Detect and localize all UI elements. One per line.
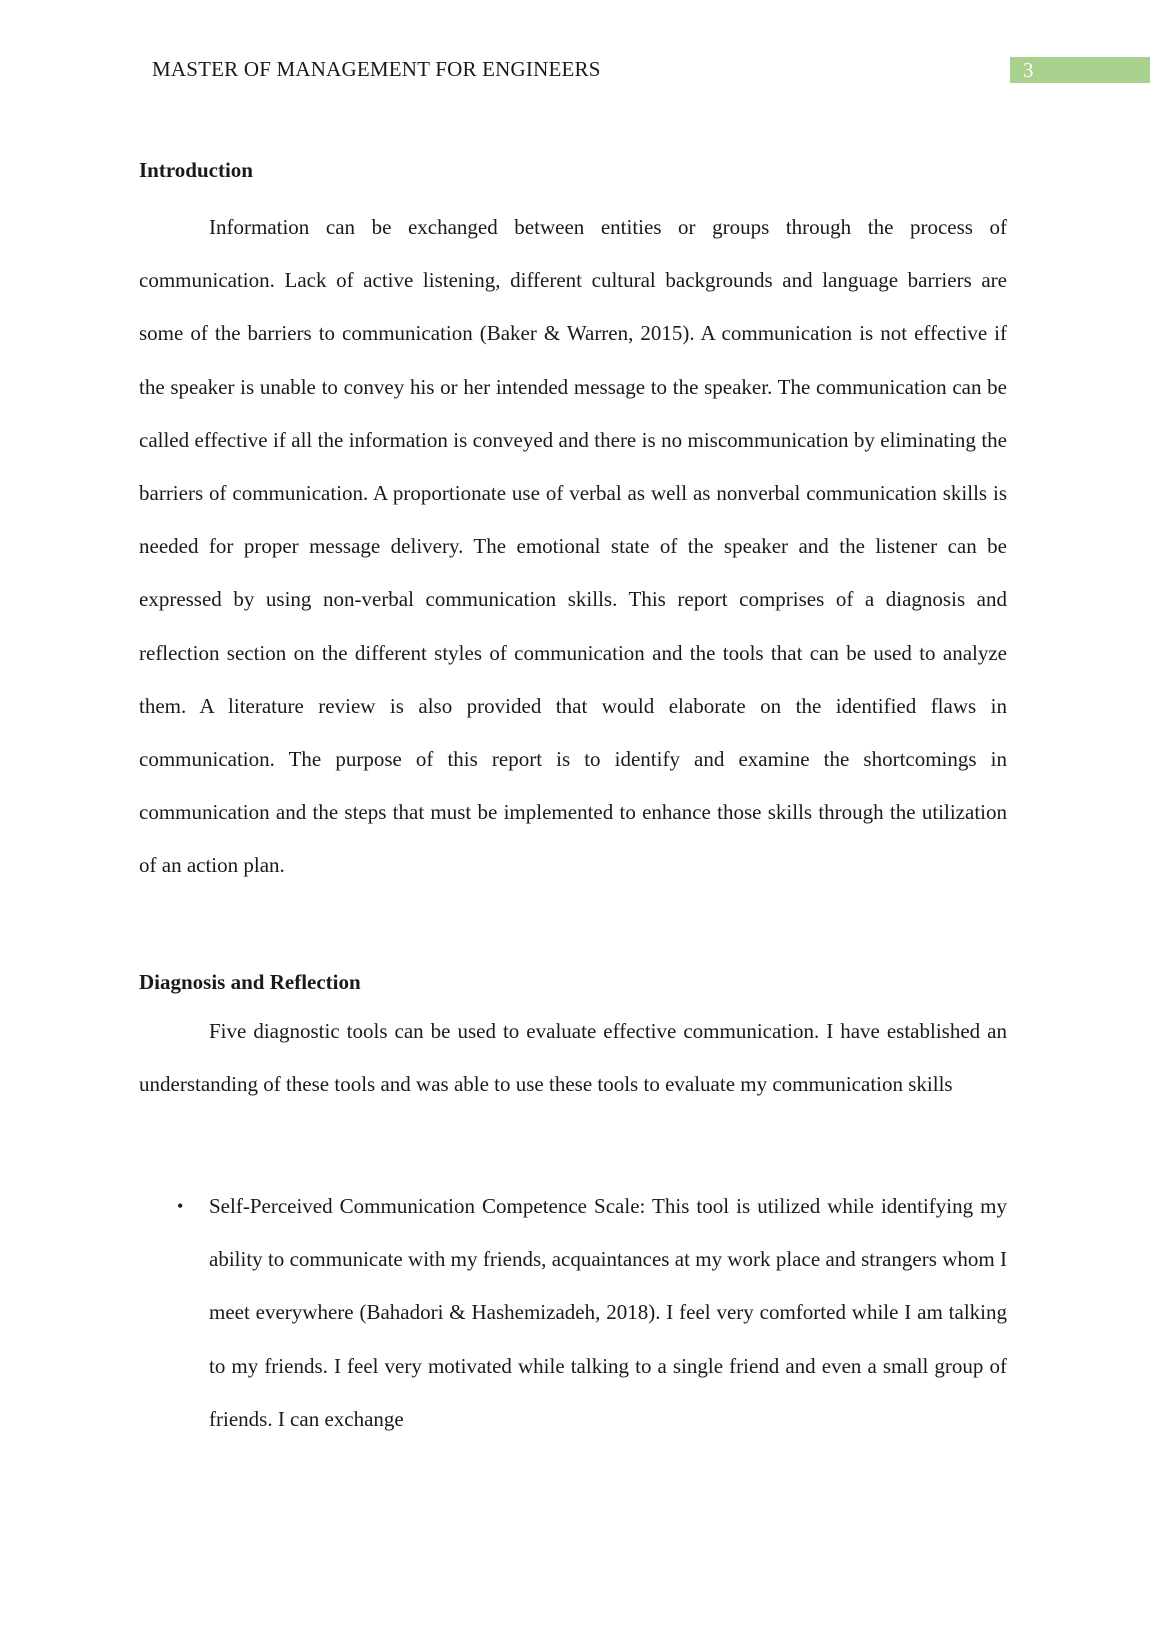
page-number-box: [1010, 57, 1150, 83]
section-heading-introduction: Introduction: [139, 158, 253, 182]
list-item: [139, 1180, 1007, 1446]
running-head: MASTER OF MANAGEMENT FOR ENGINEERS: [152, 57, 601, 81]
list-item-text: Self-Perceived Communication Competence Scale: This tool is utilized while identifying my ability to communicate with my friends, acquaintances at my work place and strangers whom I meet everywhere (Bahadori & Hashemizadeh, 2018). I feel very comforted while I am talking to my friends. I feel very motivated while talking to a single friend and even a small group of friends. I can exchange: [209, 1194, 1007, 1431]
diagnosis-paragraph: Five diagnostic tools can be used to evaluate effective communication. I have established an understanding of these tools and was able to use these tools to evaluate my communication skills: [139, 1019, 1007, 1097]
section-heading-diagnosis: Diagnosis and Reflection: [139, 970, 361, 994]
page-number: 3: [1023, 58, 1034, 82]
diagnostic-tools-list: [139, 1180, 1007, 1446]
bullet-icon: •: [177, 1196, 184, 1216]
introduction-paragraph: Information can be exchanged between entities or groups through the process of communication. Lack of active listening, different cultural backgrounds and language barriers are some of the barriers to communication (Baker & Warren, 2015). A communication is not effective if the speaker is unable to convey his or her intended message to the speaker. The communication can be called effective if all the information is conveyed and there is no miscommunication by eliminating the barriers of communication. A proportionate use of verbal as well as nonverbal communication skills is needed for proper message delivery. The emotional state of the speaker and the listener can be expressed by using non-verbal communication skills. This report comprises of a diagnosis and reflection section on the different styles of communication and the tools that can be used to analyze them. A literature review is also provided that would elaborate on the identified flaws in communication. The purpose of this report is to identify and examine the shortcomings in communication and the steps that must be implemented to enhance those skills through the utilization of an action plan.: [139, 215, 1007, 878]
